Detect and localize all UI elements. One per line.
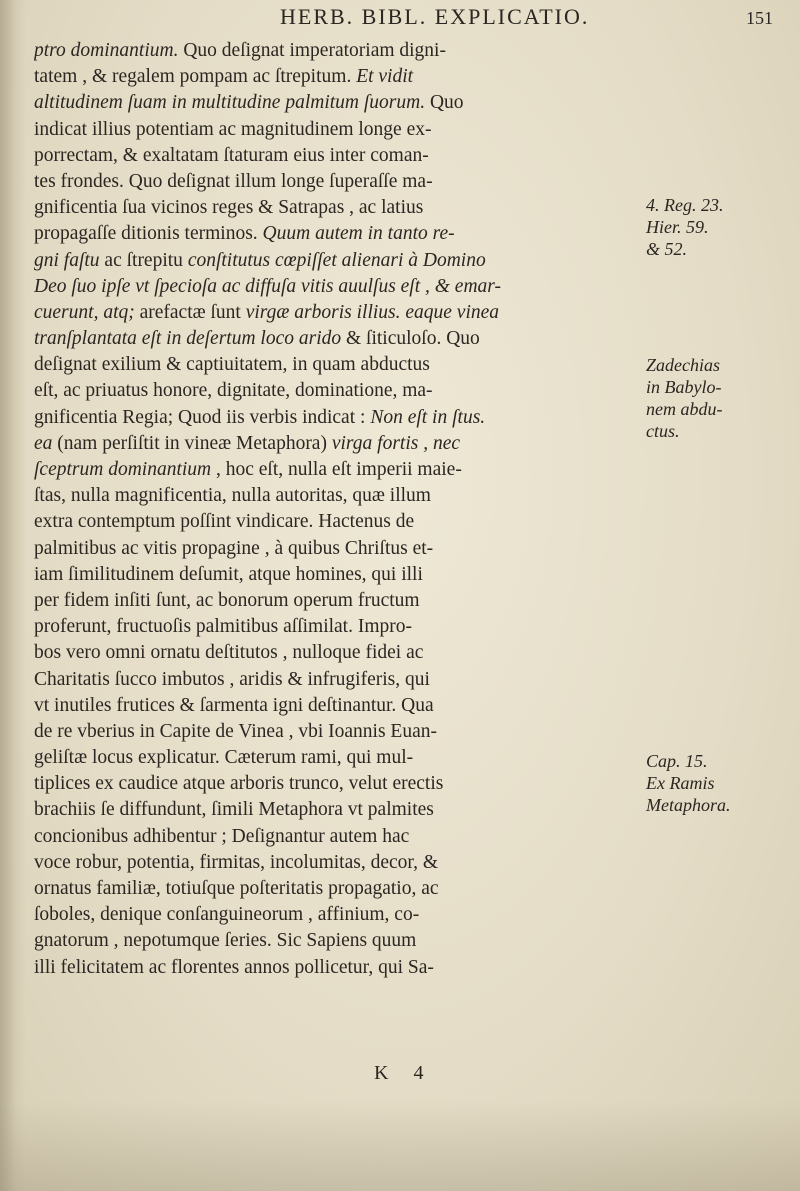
roman-text: tatem , & regalem pompam ac ſtrepitum. [34, 66, 357, 88]
text-line [34, 850, 636, 876]
bottom-shadow [0, 1100, 800, 1191]
text-line [34, 928, 636, 954]
text-line [34, 745, 636, 771]
roman-text: porrectam, & exaltatam ſtaturam eius inter coman- [34, 144, 429, 166]
italic-text: Et vidit [356, 66, 414, 88]
text-line [34, 797, 636, 823]
text-line [34, 326, 636, 352]
italic-text: ptro dominantium. [34, 40, 179, 61]
roman-text: tes frondes. Quo deſignat illum longe ſuperaſſe ma- [34, 170, 433, 192]
text-line [34, 536, 636, 562]
text-line [34, 902, 636, 928]
margin-note-chapter [646, 750, 731, 816]
roman-text: tiplices ex caudice atque arboris trunco, velut erectis [34, 773, 444, 795]
text-line [34, 955, 636, 981]
italic-text: Non eſt in ſtus. [370, 406, 486, 428]
italic-text: conſtitutus cœpiſſet alienari à Domino [187, 249, 486, 271]
roman-text: de re vberius in Capite de Vinea , vbi Ioannis Euan- [34, 720, 437, 742]
margin-note-line: 4. Reg. 23. [646, 195, 724, 215]
margin-note-line: ctus. [646, 421, 680, 441]
text-line [34, 38, 636, 64]
roman-text: illi felicitatem ac florentes annos pollicetur, qui Sa- [34, 956, 434, 978]
text-line [34, 824, 636, 850]
italic-text: Quum autem in tanto re- [262, 223, 455, 245]
text-line [34, 300, 636, 326]
roman-text: iam ſimilitudinem deſumit, atque homines, qui illi [34, 563, 423, 585]
text-line [34, 117, 636, 143]
italic-text: ſceptrum dominantium [34, 459, 212, 480]
italic-text: gni faſtu [34, 249, 100, 271]
roman-text: proferunt, fructuoſis palmitibus aſſimilat. Impro- [34, 616, 413, 638]
roman-text: , hoc eſt, nulla eſt imperii maie- [211, 459, 462, 480]
text-line [34, 405, 636, 431]
roman-text: gnificentia ſua vicinos reges & Satrapas , ac latius [34, 197, 424, 219]
roman-text: (nam perſiſtit in vineæ Metaphora) [52, 432, 332, 454]
text-line [34, 248, 636, 274]
roman-text: concionibus adhibentur ; Deſignantur autem hac [34, 825, 410, 847]
text-line [34, 562, 636, 588]
main-text-block [34, 38, 636, 981]
gutter-shadow [0, 0, 26, 1191]
italic-text: ea [34, 432, 53, 454]
text-line [34, 640, 636, 666]
text-line [34, 195, 636, 221]
text-line [34, 588, 636, 614]
italic-text: cuerunt, atq; [34, 301, 140, 323]
text-line [34, 378, 636, 404]
catchword-signature: K 4 [374, 1062, 434, 1084]
margin-note-line: Zadechias [646, 355, 720, 375]
italic-text: Deo ſuo ipſe vt ſpecioſa ac diffuſa vitis auulſus eſt , & emar- [34, 275, 501, 297]
roman-text: vt inutiles frutices & ſarmenta igni deſtinantur. Qua [34, 694, 434, 716]
italic-text: tranſplantata eſt in deſertum loco arido [34, 328, 342, 350]
text-line [34, 457, 636, 483]
text-line [34, 483, 636, 509]
text-line [34, 614, 636, 640]
text-line [34, 693, 636, 719]
text-line [34, 143, 636, 169]
roman-text: ac ſtrepitu [99, 249, 188, 271]
roman-text: propagaſſe ditionis terminos. [34, 223, 263, 245]
running-title: HERB. BIBL. EXPLICATIO. [280, 4, 590, 29]
text-line [34, 352, 636, 378]
margin-note-line: Metaphora. [646, 795, 731, 815]
page-number: 151 [746, 8, 773, 28]
margin-note-line: Ex Ramis [646, 773, 715, 793]
italic-text: virgæ arboris illius. eaque vinea [245, 301, 500, 323]
roman-text: & ſiticuloſo. Quo [341, 328, 480, 350]
text-line [34, 509, 636, 535]
italic-text: altitudinem ſuam in multitudine palmitum ſuorum. [34, 92, 426, 114]
roman-text: arefactæ ſunt [139, 301, 246, 323]
text-line [34, 64, 636, 90]
text-line [34, 90, 636, 116]
roman-text: deſignat exilium & captiuitatem, in quam abductus [34, 354, 430, 376]
roman-text: Charitatis ſucco imbutos , aridis & infrugiferis, qui [34, 668, 430, 690]
text-line [34, 169, 636, 195]
italic-text: virga fortis , nec [331, 432, 461, 454]
margin-note-line: in Babylo- [646, 377, 722, 397]
roman-text: eſt, ac priuatus honore, dignitate, dominatione, ma- [34, 380, 433, 402]
roman-text: ornatus familiæ, totiuſque poſteritatis propagatio, ac [34, 878, 439, 899]
margin-note-reg [646, 194, 723, 260]
text-line [34, 876, 636, 902]
margin-note-line: & 52. [646, 239, 688, 259]
roman-text: per fidem inſiti ſunt, ac bonorum operum fructum [34, 589, 420, 611]
roman-text: bos vero omni ornatu deſtitutos , nulloque fidei ac [34, 642, 424, 664]
text-line [34, 719, 636, 745]
text-line [34, 274, 636, 300]
roman-text: indicat illius potentiam ac magnitudinem longe ex- [34, 118, 432, 140]
roman-text: palmitibus ac vitis propagine , à quibus Chriſtus et- [34, 537, 434, 559]
margin-note-line: nem abdu- [646, 399, 723, 419]
margin-note-line: Hier. 59. [646, 217, 709, 237]
roman-text: extra contemptum poſſint vindicare. Hactenus de [34, 511, 415, 533]
roman-text: geliſtæ locus explicatur. Cæterum rami, qui mul- [34, 747, 414, 769]
roman-text: ſtas, nulla magnificentia, nulla autoritas, quæ illum [34, 485, 431, 507]
text-line [34, 771, 636, 797]
roman-text: gnificentia Regia; Quod iis verbis indicat : [34, 406, 371, 428]
text-line [34, 431, 636, 457]
roman-text: gnatorum , nepotumque ſeries. Sic Sapiens quum [34, 930, 417, 952]
roman-text: voce robur, potentia, firmitas, incolumitas, decor, & [34, 851, 439, 873]
text-line [34, 221, 636, 247]
roman-text: Quo deſignat imperatoriam digni- [178, 40, 446, 61]
roman-text: brachiis ſe diffundunt, ſimili Metaphora vt palmites [34, 799, 434, 821]
roman-text: Quo [425, 92, 464, 114]
text-line [34, 667, 636, 693]
margin-note-line: Cap. 15. [646, 751, 708, 771]
roman-text: ſoboles, denique conſanguineorum , affinium, co- [34, 904, 420, 926]
margin-note-zadechias [646, 354, 722, 442]
